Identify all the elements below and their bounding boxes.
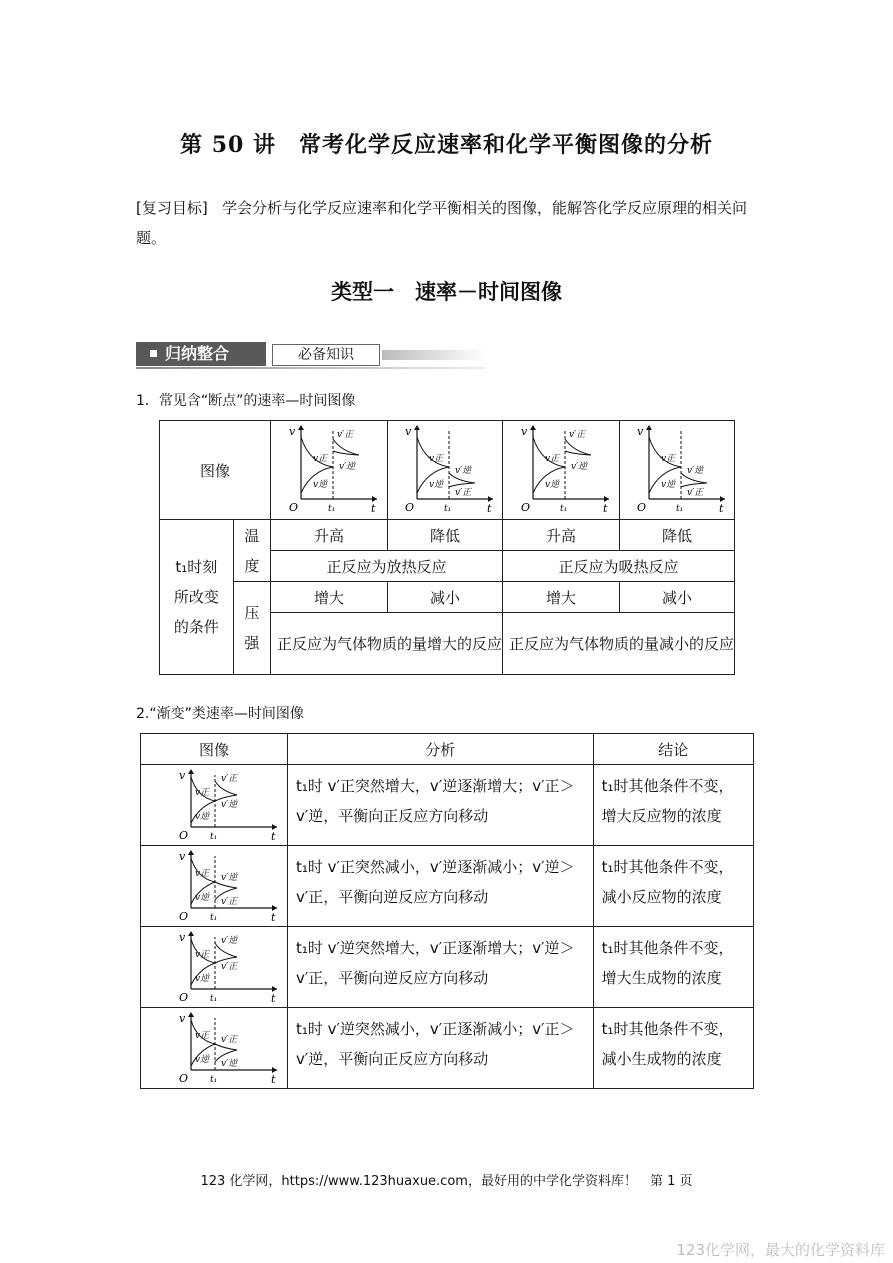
pressure-label: 压 强	[233, 582, 270, 675]
rate-time-graph	[173, 1008, 285, 1084]
pressure-note: 正反应为气体物质的量减小的反应	[503, 613, 735, 675]
rate-curve	[449, 483, 475, 487]
t1-label: t₁	[210, 913, 218, 922]
review-goal	[136, 193, 776, 253]
curve-label: v正	[545, 454, 560, 464]
col-header: 分析	[287, 734, 593, 765]
conclusion-cell: t₁时其他条件不变， 增大反应物的浓度	[593, 765, 753, 846]
rate-time-graph	[173, 765, 285, 841]
origin-label: O	[289, 501, 299, 514]
v-label: v	[179, 769, 186, 782]
curve-label: v′正	[221, 1035, 238, 1045]
rate-time-graph	[173, 846, 285, 922]
curve-label: v正	[195, 950, 210, 960]
curve-label: v′逆	[221, 800, 238, 810]
banner-rule	[136, 367, 486, 369]
curve-label: v正	[313, 454, 328, 464]
temp-value: 升高	[271, 520, 388, 551]
curve-label: v′正	[221, 962, 238, 972]
curve-label: v正	[195, 788, 210, 798]
graph-cell	[141, 927, 288, 1008]
rate-time-graph	[273, 421, 385, 515]
origin-label: O	[405, 501, 415, 514]
y-arrow	[188, 850, 194, 855]
y-arrow	[188, 1012, 194, 1017]
analysis-cell: t₁时 v′正突然增大，v′逆逐渐增大；v′正＞ v′逆，平衡向正反应方向移动	[287, 765, 593, 846]
t1-label: t₁	[210, 1075, 218, 1084]
banner-fade	[382, 350, 486, 360]
curve-label: v′逆	[221, 1059, 238, 1069]
origin-label: O	[179, 991, 189, 1003]
t1-label: t₁	[444, 504, 452, 514]
curve-label: v逆	[429, 480, 444, 490]
t-label: t	[603, 502, 608, 515]
table-row	[141, 1008, 754, 1089]
temp-note: 正反应为吸热反应	[503, 551, 735, 582]
temp-value: 降低	[388, 520, 503, 551]
curve-label: v′正	[455, 488, 472, 498]
goal-label: [复习目标]	[136, 199, 208, 217]
analysis-cell: t₁时 v′逆突然减小，v′正逐渐减小；v′正＞ v′逆，平衡向正反应方向移动	[287, 1008, 593, 1089]
temp-value: 升高	[503, 520, 620, 551]
v-label: v	[405, 425, 412, 438]
curve-label: v′逆	[339, 462, 356, 472]
v-label: v	[289, 425, 296, 438]
col-header: 图像	[141, 734, 288, 765]
origin-label: O	[179, 910, 189, 922]
curve-label: v逆	[545, 480, 560, 490]
graph-cell	[271, 421, 388, 520]
col-header: 结论	[593, 734, 753, 765]
curve-label: v逆	[195, 812, 210, 822]
pressure-value: 增大	[503, 582, 620, 613]
table-row	[141, 927, 754, 1008]
graph-cell	[503, 421, 620, 520]
curve-label: v正	[429, 454, 444, 464]
pressure-value: 减小	[388, 582, 503, 613]
origin-label: O	[179, 1072, 189, 1084]
t1-label: t₁	[560, 504, 568, 514]
type-heading: 类型一 速率－时间图像	[331, 279, 562, 304]
temperature-label: 温 度	[233, 520, 270, 582]
y-arrow	[188, 931, 194, 936]
pressure-note: 正反应为气体物质的量增大的反应	[271, 613, 503, 675]
graph-cell	[141, 765, 288, 846]
curve-label: v′正	[569, 430, 586, 440]
gradual-table	[140, 733, 754, 1089]
t-label: t	[271, 911, 276, 922]
origin-label: O	[637, 501, 647, 514]
table-row	[141, 846, 754, 927]
rate-time-graph	[389, 421, 501, 515]
t1-label: t₁	[210, 832, 218, 841]
rate-curve	[681, 483, 707, 487]
rate-time-graph	[621, 421, 733, 515]
v-label: v	[179, 1012, 186, 1025]
origin-label: O	[521, 501, 531, 514]
t1-label: t₁	[210, 994, 218, 1003]
section2-heading: 2.“渐变”类速率—时间图像	[136, 706, 304, 722]
y-arrow	[188, 769, 194, 774]
origin-label: O	[179, 829, 189, 841]
curve-label: v′逆	[687, 466, 704, 476]
square-icon	[150, 350, 157, 357]
v-label: v	[179, 931, 186, 944]
curve-label: v逆	[195, 1055, 210, 1065]
temp-note: 正反应为放热反应	[271, 551, 503, 582]
curve-label: v逆	[661, 480, 676, 490]
conclusion-cell: t₁时其他条件不变， 增大生成物的浓度	[593, 927, 753, 1008]
curve-label: v逆	[195, 974, 210, 984]
rate-curve	[565, 451, 591, 455]
watermark: 123化学网，最大的化学资料库	[676, 1241, 885, 1259]
curve-label: v逆	[313, 480, 328, 490]
page-footer: 123 化学网，https://www.123huaxue.com，最好用的中学化学资料库！ 第 1 页	[200, 1174, 693, 1189]
page-title: 第 50 讲 常考化学反应速率和化学平衡图像的分析	[180, 132, 713, 158]
temp-value: 降低	[620, 520, 735, 551]
t1-label: t₁	[676, 504, 684, 514]
condition-label: t₁时刻 所改变 的条件	[160, 520, 234, 675]
breakpoint-table	[159, 420, 735, 675]
curve-label: v′逆	[221, 873, 238, 883]
goal-text: 学会分析与化学反应速率和化学平衡相关的图像，能解答化学反应原理的相关问题。	[136, 199, 748, 247]
v-label: v	[521, 425, 528, 438]
graph-cell	[141, 846, 288, 927]
t-label: t	[271, 830, 276, 841]
banner-main: 归纳整合	[136, 342, 266, 366]
conclusion-cell: t₁时其他条件不变， 减小生成物的浓度	[593, 1008, 753, 1089]
section-banner	[136, 342, 486, 368]
rate-time-graph	[505, 421, 617, 515]
t-label: t	[487, 502, 492, 515]
curve-label: v正	[195, 1031, 210, 1041]
analysis-cell: t₁时 v′逆突然增大，v′正逐渐增大；v′逆＞ v′正，平衡向逆反应方向移动	[287, 927, 593, 1008]
curve-label: v′正	[337, 430, 354, 440]
pressure-value: 增大	[271, 582, 388, 613]
curve-label: v′逆	[221, 936, 238, 946]
rate-curve	[333, 451, 359, 455]
curve-label: v′正	[221, 774, 238, 784]
conclusion-cell: t₁时其他条件不变， 减小反应物的浓度	[593, 846, 753, 927]
t-label: t	[271, 1073, 276, 1084]
rate-time-graph	[173, 927, 285, 1003]
curve-label: v正	[661, 454, 676, 464]
table-row	[141, 765, 754, 846]
v-label: v	[637, 425, 644, 438]
curve-label: v′正	[687, 488, 704, 498]
graph-cell	[620, 421, 735, 520]
graph-cell	[141, 1008, 288, 1089]
curve-label: v′逆	[455, 466, 472, 476]
banner-sub: 必备知识	[272, 344, 380, 366]
y-arrow	[530, 425, 536, 430]
v-label: v	[179, 850, 186, 863]
analysis-cell: t₁时 v′正突然减小，v′逆逐渐减小；v′逆＞ v′正，平衡向逆反应方向移动	[287, 846, 593, 927]
y-arrow	[298, 425, 304, 430]
pressure-value: 减小	[620, 582, 735, 613]
t-label: t	[371, 502, 376, 515]
curve-label: v逆	[195, 893, 210, 903]
y-arrow	[646, 425, 652, 430]
curve-label: v′逆	[571, 462, 588, 472]
graph-cell	[388, 421, 503, 520]
image-row-label: 图像	[160, 421, 271, 520]
t1-label: t₁	[328, 504, 336, 514]
curve-label: v′正	[221, 897, 238, 907]
y-arrow	[414, 425, 420, 430]
curve-label: v正	[195, 869, 210, 879]
section1-heading: 1．常见含“断点”的速率—时间图像	[136, 393, 356, 409]
t-label: t	[719, 502, 724, 515]
t-label: t	[271, 992, 276, 1003]
